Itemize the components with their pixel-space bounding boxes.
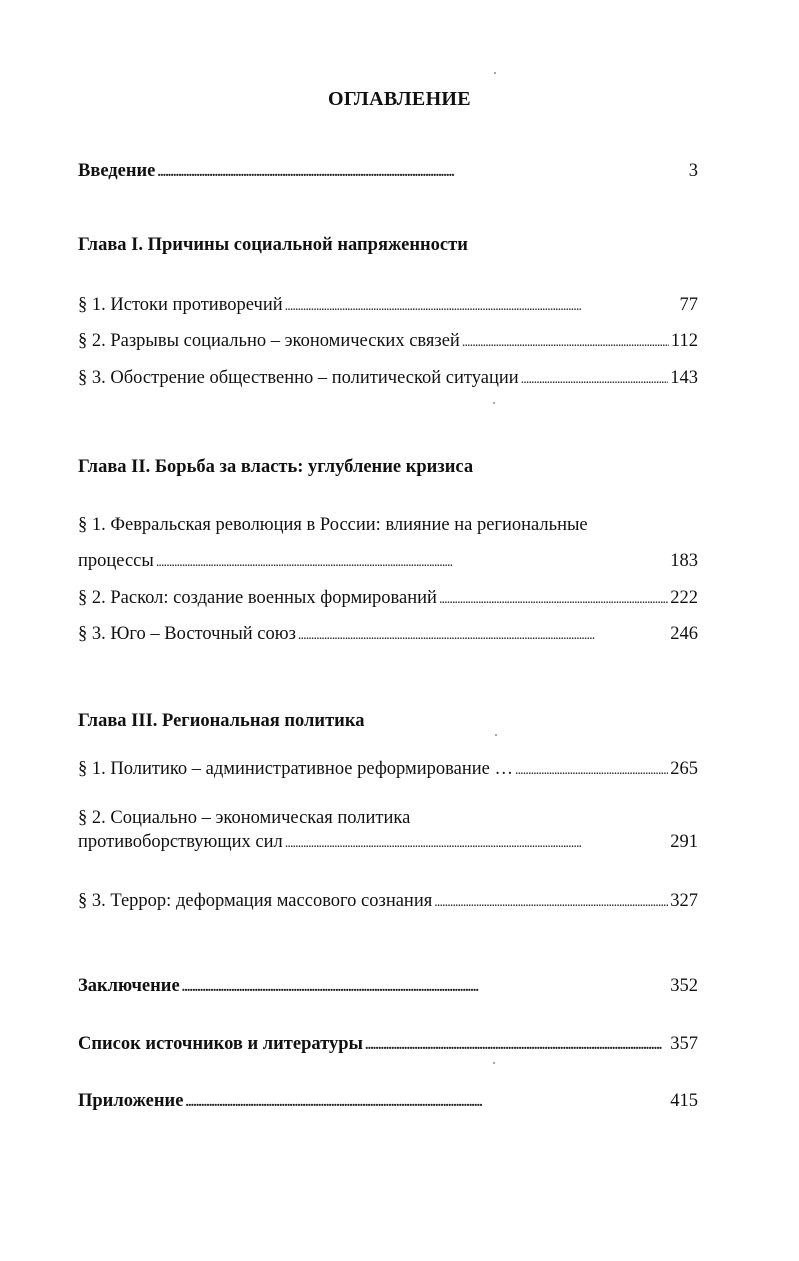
toc-entry-label: § 3. Террор: деформация массового сознания: [78, 891, 433, 911]
toc-entry-label: Список источников и литературы: [78, 1034, 363, 1054]
dot-leader: [439, 589, 668, 611]
chapter-2-heading: Глава II. Борьба за власть: углубление кризиса: [78, 457, 474, 477]
toc-entry-label: § 2. Разрывы социально – экономических связей: [78, 331, 460, 351]
chapter-3-heading: Глава III. Региональная политика: [78, 711, 365, 731]
toc-entry-label: процессы: [78, 551, 154, 571]
dot-leader: [285, 296, 678, 318]
toc-entry-page: 183: [670, 551, 698, 571]
page-title: ОГЛАВЛЕНИЕ: [328, 88, 471, 110]
toc-entry-sources[interactable]: [78, 1033, 698, 1057]
toc-entry-ch3-s2[interactable]: [78, 831, 698, 855]
toc-entry-page: 112: [670, 331, 698, 351]
toc-entry-label: противоборствующих сил: [78, 832, 283, 852]
dot-leader: [462, 332, 669, 354]
scan-speck: [494, 72, 496, 74]
scan-speck: [493, 402, 495, 404]
toc-entry-ch3-s1[interactable]: [78, 758, 698, 782]
toc-entry-page: 246: [670, 624, 698, 644]
toc-entry-introduction[interactable]: [78, 160, 698, 184]
dot-leader: [515, 760, 668, 782]
toc-entry-label: § 1. Политико – административное реформирование …: [78, 759, 513, 779]
toc-entry-label: Приложение: [78, 1091, 184, 1111]
toc-entry-page: 415: [670, 1091, 698, 1111]
toc-entry-ch3-s2-line1[interactable]: § 2. Социально – экономическая политика: [78, 808, 411, 828]
toc-entry-page: 291: [670, 832, 698, 852]
toc-entry-ch1-s1[interactable]: [78, 294, 698, 318]
dot-leader: [185, 1092, 668, 1114]
dot-leader: [365, 1035, 668, 1057]
dot-leader: [434, 892, 668, 914]
chapter-1-heading: Глава I. Причины социальной напряженности: [78, 235, 468, 255]
toc-entry-label: § 2. Раскол: создание военных формирований: [78, 588, 437, 608]
toc-entry-ch1-s2[interactable]: [78, 330, 698, 354]
scan-speck: [495, 734, 497, 736]
toc-entry-page: 265: [670, 759, 698, 779]
dot-leader: [298, 625, 668, 647]
toc-entry-label: § 3. Обострение общественно – политической ситуации: [78, 368, 519, 388]
toc-entry-page: 3: [688, 161, 698, 181]
toc-entry-label: § 3. Юго – Восточный союз: [78, 624, 296, 644]
toc-entry-page: 357: [670, 1034, 698, 1054]
toc-entry-label: Заключение: [78, 976, 180, 996]
dot-leader: [157, 162, 686, 184]
toc-entry-ch1-s3[interactable]: [78, 367, 698, 391]
toc-entry-page: 327: [670, 891, 698, 911]
toc-entry-ch2-s3[interactable]: [78, 623, 698, 647]
toc-entry-appendix[interactable]: [78, 1090, 698, 1114]
toc-entry-label: § 1. Истоки противоречий: [78, 295, 283, 315]
scan-speck: [493, 1062, 495, 1064]
toc-entry-ch3-s3[interactable]: [78, 890, 698, 914]
dot-leader: [156, 552, 668, 574]
toc-entry-page: 222: [670, 588, 698, 608]
toc-entry-ch2-s1-line1[interactable]: § 1. Февральская революция в России: влияние на региональные: [78, 515, 588, 535]
toc-entry-ch2-s2[interactable]: [78, 587, 698, 611]
toc-entry-page: 77: [679, 295, 698, 315]
dot-leader: [285, 833, 669, 855]
dot-leader: [182, 977, 669, 999]
toc-entry-page: 143: [670, 368, 698, 388]
toc-entry-conclusion[interactable]: [78, 975, 698, 999]
dot-leader: [521, 369, 669, 391]
toc-entry-ch2-s1[interactable]: [78, 550, 698, 574]
toc-entry-label: Введение: [78, 161, 156, 181]
toc-entry-page: 352: [670, 976, 698, 996]
